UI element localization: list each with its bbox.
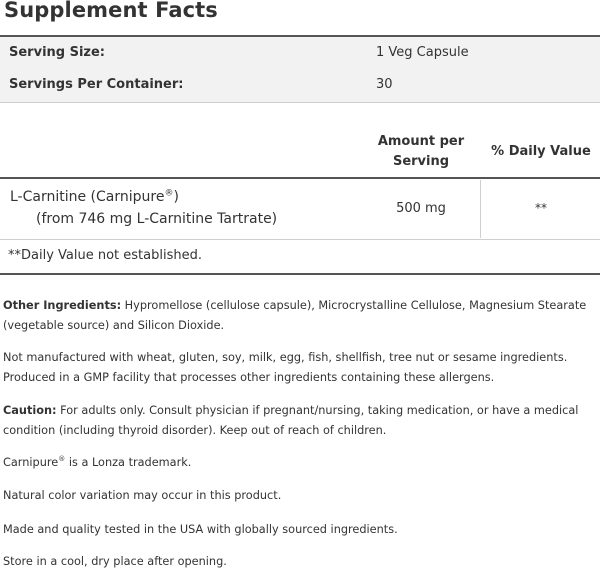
color-variation-note: Natural color variation may occur in this product. xyxy=(3,489,282,502)
servings-per-container-label: Servings Per Container: xyxy=(9,77,184,92)
serving-size-value: 1 Veg Capsule xyxy=(376,45,469,60)
table-header-divider xyxy=(0,177,600,179)
amount-per-serving-header xyxy=(370,132,472,172)
other-ingredients-label: Other Ingredients: xyxy=(3,299,122,312)
ingredient-name: L-Carnitine (Carnipure xyxy=(10,189,165,205)
table-bottom-rule xyxy=(0,273,600,275)
trademark-text: is a Lonza trademark. xyxy=(65,456,192,469)
servings-per-container-row xyxy=(0,69,600,103)
ingredient-amount: 500 mg xyxy=(396,201,446,216)
trademark-mark: ® xyxy=(58,455,66,464)
daily-value-footnote: **Daily Value not established. xyxy=(8,248,202,263)
caution-label: Caution: xyxy=(3,404,57,417)
ingredient-source: (from 746 mg L-Carnitine Tartrate) xyxy=(36,211,278,227)
daily-value-header: % Daily Value xyxy=(491,144,591,159)
serving-size-row xyxy=(0,35,600,71)
daily-value-cell xyxy=(480,180,601,238)
origin-note: Made and quality tested in the USA with globally sourced ingredients. xyxy=(3,523,398,536)
servings-per-container-value: 30 xyxy=(376,77,393,92)
ingredient-trademark: ® xyxy=(164,188,174,199)
caution-text: For adults only. Consult physician if pregnant/nursing, taking medication, or have a medical condition (including thyroid disorder). Keep out of reach of children. xyxy=(3,404,579,437)
storage-note: Store in a cool, dry place after opening. xyxy=(3,555,227,568)
caution-note xyxy=(3,401,599,440)
serving-size-label: Serving Size: xyxy=(9,45,106,60)
ingredient-divider xyxy=(0,239,600,240)
ingredient-row xyxy=(10,186,277,230)
amount-header-line2: Serving xyxy=(392,154,450,169)
ingredient-daily-value: ** xyxy=(535,201,547,215)
other-ingredients-text: Hypromellose (cellulose capsule), Microcrystalline Cellulose, Magnesium Stearate (vegetable source) and Silicon Dioxide. xyxy=(3,299,587,332)
trademark-note xyxy=(3,453,599,473)
page-title: Supplement Facts xyxy=(4,0,218,22)
trademark-brand: Carnipure xyxy=(3,456,59,469)
amount-header-line1: Amount per xyxy=(377,134,465,149)
ingredient-close: ) xyxy=(173,189,179,205)
other-ingredients xyxy=(3,296,599,335)
allergen-note: Not manufactured with wheat, gluten, soy, milk, egg, fish, shellfish, tree nut or sesame ingredients. Produced in a GMP facility that processes other ingredients containing these allergens. xyxy=(3,351,568,384)
